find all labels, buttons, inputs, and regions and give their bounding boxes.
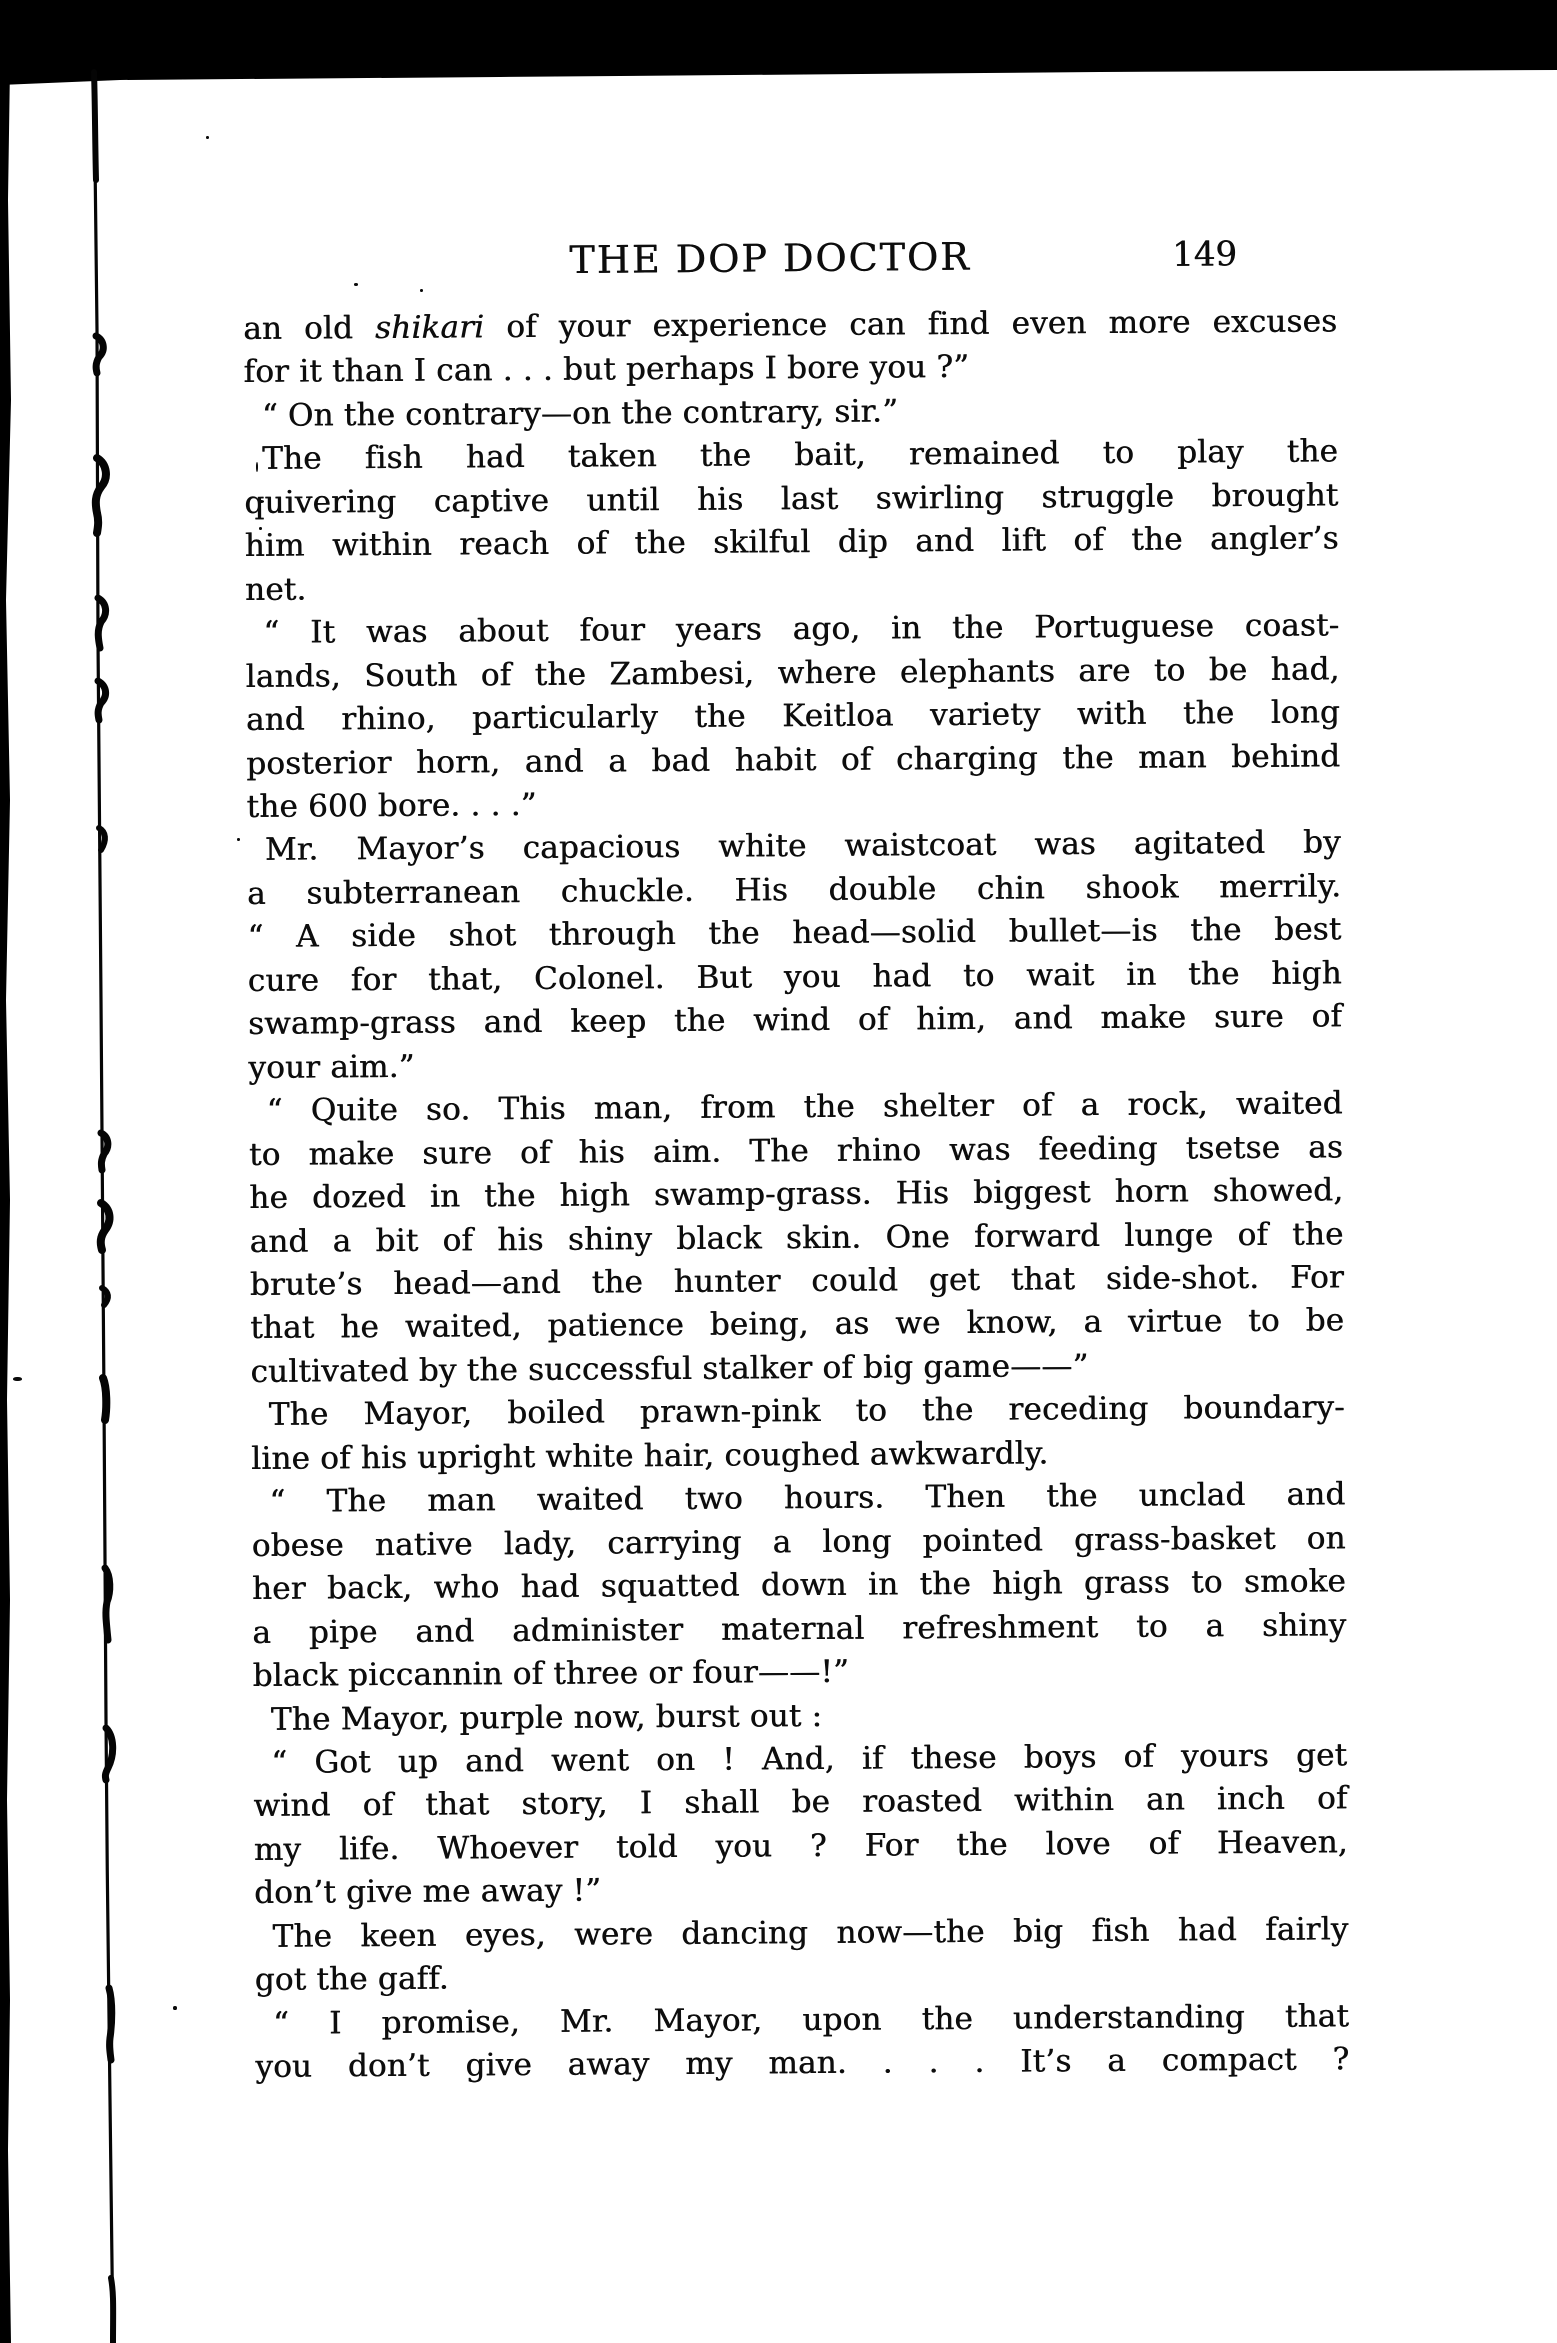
text-line — [251, 1387, 1345, 1438]
text-line — [251, 1517, 1345, 1568]
margin-bracket-mark — [109, 1988, 112, 2060]
text-run: don’t give me away !” — [253, 1872, 602, 1912]
text-line — [245, 561, 1339, 612]
text-run: The Mayor, purple now, burst out : — [270, 1697, 823, 1738]
text-run: The keen eyes, were dancing now—the big fish had fairly — [272, 1911, 1349, 1955]
text-run: that he waited, patience being, as we know, a virtue to be — [249, 1302, 1345, 1347]
text-line — [248, 1082, 1342, 1133]
text-run: a pipe and administer maternal refreshment to a shiny — [252, 1606, 1347, 1651]
text-run: and a bit of his shiny black skin. One forward lunge of the — [249, 1215, 1344, 1260]
text-line — [247, 822, 1341, 873]
scan-gutter-line-top — [94, 72, 96, 180]
text-line — [250, 1256, 1344, 1307]
text-run: “ Quite so. This man, from the shelter of a rock, waited — [266, 1085, 1343, 1130]
text-run: cure for that, Colonel. But you had to wait in the high — [247, 955, 1342, 999]
text-line — [248, 952, 1342, 1003]
scan-left-edge — [0, 64, 11, 2343]
text-run: your aim.” — [248, 1048, 415, 1086]
text-line — [244, 431, 1338, 482]
text-line — [246, 691, 1340, 742]
text-line — [248, 996, 1342, 1047]
scan-artifacts — [0, 0, 220, 2343]
text-run: posterior horn, and a bad habit of charging the man behind — [246, 737, 1341, 782]
text-line — [251, 1430, 1345, 1481]
margin-bracket-mark — [103, 1378, 106, 1420]
text-run: he dozed in the high swamp-grass. His biggest horn showed, — [249, 1172, 1344, 1217]
text-line — [244, 387, 1338, 438]
text-line — [243, 344, 1337, 395]
text-line — [254, 1908, 1348, 1959]
text-line — [254, 1865, 1348, 1916]
text-line — [253, 1691, 1347, 1742]
text-line — [252, 1604, 1346, 1655]
text-line — [247, 865, 1341, 916]
text-line — [253, 1734, 1347, 1785]
text-line — [255, 2038, 1349, 2089]
text-line — [252, 1647, 1346, 1698]
text-line — [246, 735, 1340, 786]
text-line — [250, 1343, 1344, 1394]
text-line — [250, 1300, 1344, 1351]
text-run: The Mayor, boiled prawn-pink to the receding boundary- — [268, 1389, 1345, 1434]
text-run: for it than I can . . . but perhaps I bore you ?” — [243, 349, 970, 391]
text-run: “ On the contrary—on the contrary, sir.” — [261, 393, 899, 434]
text-run: and rhino, particularly the Keitloa variety with the long — [245, 694, 1340, 739]
margin-bracket-mark — [111, 2278, 113, 2343]
text-run: Mr. Mayor’s capacious white waistcoat was agitated by — [264, 824, 1341, 869]
text-line — [255, 1952, 1349, 2003]
running-title: THE DOP DOCTOR — [569, 234, 971, 283]
text-line — [254, 1821, 1348, 1872]
text-line — [247, 909, 1341, 960]
text-line — [248, 1039, 1342, 1090]
text-line — [255, 1995, 1349, 2046]
text-line — [246, 778, 1340, 829]
text-run: quivering captive until his last swirling struggle brought — [244, 477, 1339, 521]
text-run: you don’t give away my man. . . . It’s a compact ? — [255, 2041, 1350, 2086]
ink-speck — [173, 2006, 177, 2010]
ink-speck — [237, 838, 240, 841]
page-header — [243, 234, 1337, 288]
text-run: “ It was about four years ago, in the Portuguese coast- — [263, 607, 1340, 652]
text-run: wind of that story, I shall be roasted within an inch of — [253, 1780, 1348, 1825]
text-run: to make sure of his aim. The rhino was feeding tsetse as — [248, 1128, 1344, 1173]
text-run: “ A side shot through the head—solid bullet—is the best — [247, 911, 1342, 956]
text-run: my life. Whoever told you ? For the love of Heaven, — [253, 1824, 1348, 1868]
text-run: swamp-grass and keep the wind of him, and make sure of — [247, 998, 1343, 1043]
scan-top-bar — [0, 0, 1557, 86]
text-run: black piccannin of three or four——!” — [252, 1653, 850, 1695]
text-run: an old — [243, 310, 376, 347]
text-run: got the gaff. — [254, 1960, 449, 1999]
text-run: net. — [244, 571, 307, 608]
text-line — [253, 1778, 1347, 1829]
text-line — [245, 648, 1339, 699]
text-line — [245, 605, 1339, 656]
text-run: lands, South of the Zambesi, where elephants are to be had, — [245, 650, 1340, 695]
text-run: “ The man waited two hours. Then the unclad and — [269, 1476, 1346, 1521]
text-line — [249, 1169, 1343, 1220]
italic-word: shikari — [374, 309, 485, 347]
ink-speck — [13, 1377, 22, 1381]
text-line — [249, 1213, 1343, 1264]
text-line — [244, 474, 1338, 525]
margin-bracket-mark — [105, 1568, 110, 1640]
text-line — [249, 1126, 1343, 1177]
text-line — [252, 1560, 1346, 1611]
text-line — [243, 300, 1337, 351]
text-run: “ I promise, Mr. Mayor, upon the understanding that — [272, 1997, 1350, 2042]
body-text — [243, 300, 1349, 2089]
text-line — [245, 518, 1339, 569]
text-run: of your experience can find even more excuses — [484, 303, 1338, 346]
text-run: brute’s head—and the hunter could get that side-shot. For — [249, 1259, 1344, 1303]
text-run: her back, who had squatted down in the high grass to smoke — [251, 1563, 1347, 1608]
text-run: a subterranean chuckle. His double chin shook merrily. — [246, 868, 1342, 912]
text-run: obese native lady, carrying a long pointed grass-basket on — [251, 1520, 1346, 1564]
text-run: “ Got up and went on ! And, if these boys of yours get — [271, 1737, 1348, 1781]
text-line — [251, 1474, 1345, 1525]
text-run: the 600 bore. . . .” — [246, 786, 537, 825]
text-run: line of his upright white hair, coughed awkwardly. — [250, 1435, 1049, 1477]
page-number: 149 — [1171, 234, 1238, 275]
text-run: The fish had taken the bait, remained to play the — [261, 433, 1339, 478]
text-run: him within reach of the skilful dip and lift of the angler’s — [244, 520, 1339, 565]
text-run: cultivated by the successful stalker of big game——” — [250, 1347, 1089, 1390]
ink-speck — [206, 136, 209, 139]
ink-speck — [420, 289, 423, 292]
